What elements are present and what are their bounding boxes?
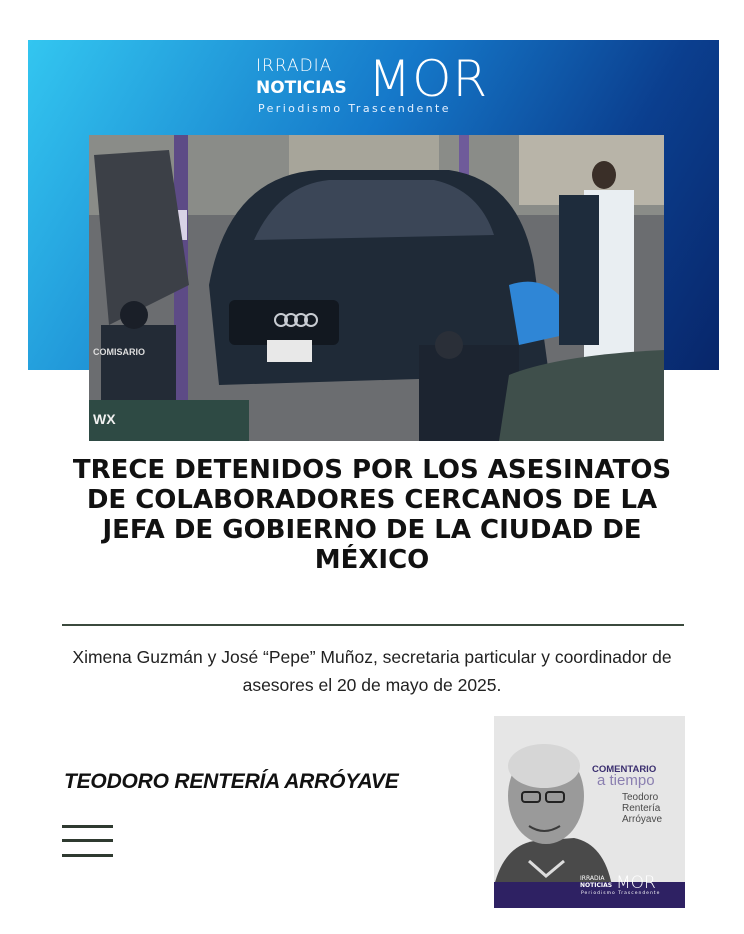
headline-divider — [62, 624, 684, 626]
column-author-name-line2: Rentería — [622, 803, 661, 814]
card-logo-noticias: NOTICIAS — [580, 882, 613, 889]
photo-vehicle-text: XW — [93, 411, 116, 427]
card-logo-tagline: Periodismo Trascendente — [581, 891, 661, 896]
column-author-name-line1: Teodoro — [622, 792, 659, 803]
column-subtitle: a tiempo — [597, 772, 655, 789]
article-subtitle: Ximena Guzmán y José “Pepe” Muñoz, secretaria particular y coordinador de asesores el 20 de mayo de 2025. — [72, 647, 672, 695]
site-logo[interactable] — [256, 50, 506, 118]
column-author-name-line3: Arróyave — [622, 814, 663, 825]
article-author: TEODORO RENTERÍA ARRÓYAVE — [64, 770, 399, 793]
article-hero-photo — [89, 135, 664, 441]
logo-tagline: Periodismo Trascendente — [258, 102, 451, 115]
card-logo-irradia: IRRADIA — [580, 875, 605, 882]
logo-mor-text: MOR — [368, 50, 489, 108]
column-title: COMENTARIO — [592, 764, 657, 775]
column-author-name — [622, 792, 682, 825]
article-headline: TRECE DETENIDOS POR LOS ASESINATOS DE COLABORADORES CERCANOS DE LA JEFA DE GOBIERNO DE LA CIUDAD DE MÉXICO — [72, 455, 672, 575]
column-author-card[interactable] — [494, 716, 685, 908]
logo-noticias-text: NOTICIAS — [256, 78, 347, 98]
photo-door-text: COMISARIO — [93, 347, 146, 357]
menu-bar-top — [62, 825, 113, 828]
menu-bar-bottom — [62, 854, 113, 857]
menu-bar-middle — [62, 839, 113, 842]
hamburger-menu-icon[interactable] — [62, 825, 113, 859]
logo-irradia-text: IRRADIA — [256, 56, 333, 76]
card-logo-mor: MOR — [616, 873, 656, 893]
